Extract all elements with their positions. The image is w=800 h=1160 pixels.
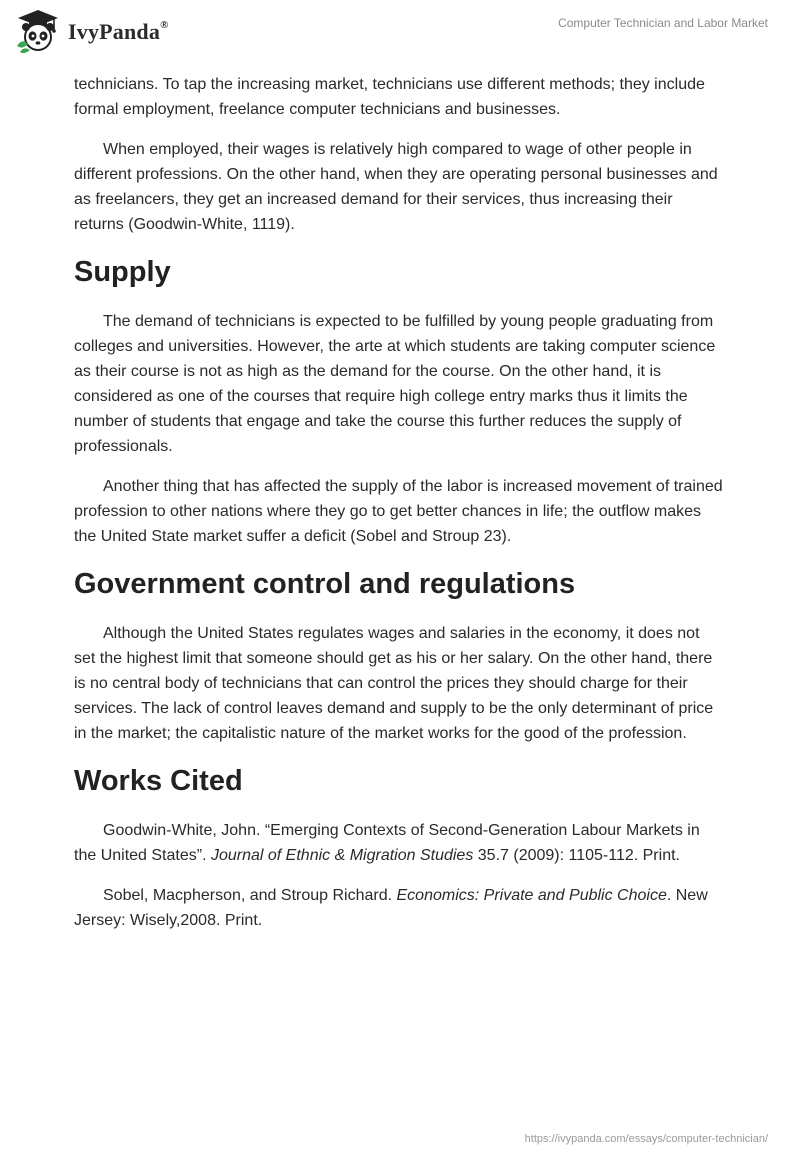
paragraph-government: Although the United States regulates wages and salaries in the economy, it does not set the highest limit that someone should get as his or her salary. On the other hand, there is no central body of technicians that can control the prices they should charge for their services. The lack of control leaves demand and supply to be the only determinant of price in the market; the capitalistic nature of the market works for the good of the profession. <box>74 625 714 742</box>
essay-content <box>74 72 724 948</box>
panda-graduate-icon <box>14 8 62 54</box>
heading-works-cited: Works Cited <box>74 765 243 797</box>
source-url-link[interactable]: https://ivypanda.com/essays/computer-technician/ <box>524 1133 768 1145</box>
heading-supply: Supply <box>74 256 171 288</box>
document-title: Computer Technician and Labor Market <box>558 16 768 30</box>
ivypanda-logo[interactable] <box>14 8 169 54</box>
brand-name: IvyPanda® <box>68 18 169 44</box>
paragraph-supply-demand: The demand of technicians is expected to be fulfilled by young people graduating from colleges and universities. However, the arte at which students are taking computer science as their course is not as high as the demand for the course. On the other hand, it is considered as one of the courses that require high college entry marks thus it limits the number of students that engage and take the course this further reduces the supply of professionals. <box>74 313 716 455</box>
heading-government: Government control and regulations <box>74 568 576 600</box>
page-header <box>0 0 800 66</box>
citation-goodwin-white: Goodwin-White, John. “Emerging Contexts of Second-Generation Labour Markets in the United States”. Journal of Ethnic & Migration Studies 35.7 (2009): 1105-112. Print. <box>74 822 700 864</box>
paragraph-supply-movement: Another thing that has affected the supply of the labor is increased movement of trained profession to other nations where they go to get better chances in life; the outflow makes the United State market suffer a deficit (Sobel and Stroup 23). <box>74 478 723 545</box>
citation-sobel: Sobel, Macpherson, and Stroup Richard. Economics: Private and Public Choice. New Jersey: Wisely,2008. Print. <box>74 887 708 929</box>
paragraph-wages: When employed, their wages is relatively high compared to wage of other people in different professions. On the other hand, when they are operating personal businesses and as freelancers, they get an increased demand for their services, thus increasing their returns (Goodwin-White, 1119). <box>74 141 718 233</box>
paragraph-continuation: technicians. To tap the increasing market, technicians use different methods; they include formal employment, freelance computer technicians and businesses. <box>74 76 705 118</box>
